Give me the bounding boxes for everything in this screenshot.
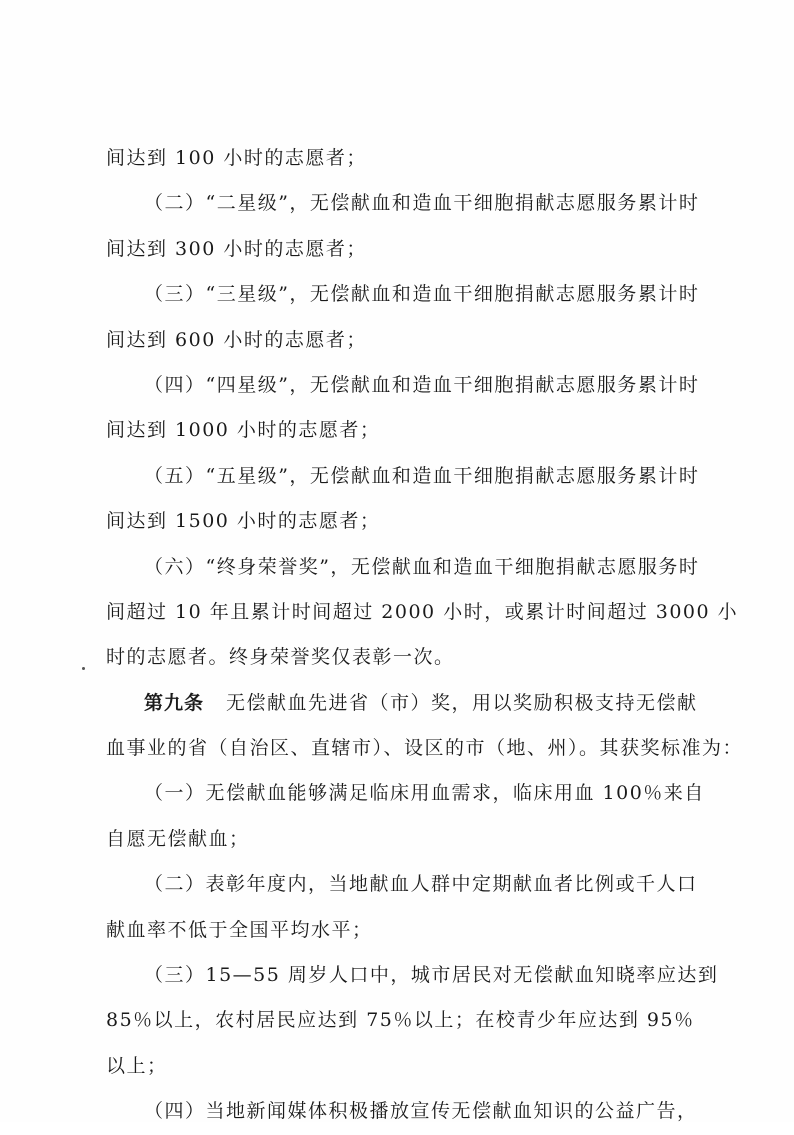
paragraph-line: 间达到 100 小时的志愿者； (106, 147, 367, 169)
paragraph-line: 时的志愿者。终身荣誉奖仅表彰一次。 (106, 646, 455, 669)
paragraph-line: （三）“三星级”，无偿献血和造血干细胞捐献志愿服务累计时 (144, 283, 700, 306)
paragraph-line: 自愿无偿献血； (106, 827, 250, 850)
body-text (106, 136, 744, 1135)
paragraph-line: 血事业的省（自治区、直辖市）、设区的市（地、州）。其获奖标准为： (106, 737, 744, 760)
paragraph-line: （四）当地新闻媒体积极播放宣传无偿献血知识的公益广告， (144, 1100, 698, 1123)
article-line (106, 681, 698, 726)
scan-speck (82, 667, 85, 670)
paragraph-line: （四）“四星级”，无偿献血和造血干细胞捐献志愿服务累计时 (144, 373, 700, 396)
paragraph-line: 间达到 1500 小时的志愿者； (106, 510, 381, 533)
paragraph-line: 85％以上，农村居民应达到 75％以上；在校青少年应达到 95％ (106, 1009, 695, 1032)
paragraph-line: （三）15—55 周岁人口中，城市居民对无偿献血知晓率应达到 (144, 964, 719, 987)
article-text: 无偿献血先进省（市）奖，用以奖励积极支持无偿献 (226, 691, 698, 714)
paragraph-line: （六）“终身荣誉奖”，无偿献血和造血干细胞捐献志愿服务时 (144, 555, 700, 578)
paragraph-line: （五）“五星级”，无偿献血和造血干细胞捐献志愿服务累计时 (144, 464, 700, 487)
paragraph-line: 间达到 1000 小时的志愿者； (106, 419, 381, 442)
paragraph-line: 间达到 600 小时的志愿者； (106, 328, 367, 351)
paragraph-line: （一）无偿献血能够满足临床用血需求，临床用血 100％来自 (144, 782, 705, 805)
article-title: 第九条 (144, 691, 205, 714)
paragraph-line: 献血率不低于全国平均水平； (106, 918, 373, 941)
paragraph-line: （二）“二星级”，无偿献血和造血干细胞捐献志愿服务累计时 (144, 192, 700, 215)
paragraph-line: 间超过 10 年且累计时间超过 2000 小时，或累计时间超过 3000 小 (106, 600, 739, 623)
paragraph-line: 间达到 300 小时的志愿者； (106, 237, 367, 260)
paragraph-line: （二）表彰年度内，当地献血人群中定期献血者比例或千人口 (144, 873, 698, 896)
paragraph-line: 以上； (106, 1054, 168, 1077)
